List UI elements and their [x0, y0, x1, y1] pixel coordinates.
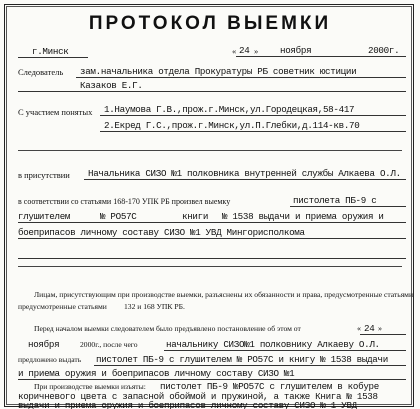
date-month: ноября	[280, 45, 312, 56]
decree-day-underline	[360, 334, 406, 335]
date-underline	[236, 56, 406, 57]
seizure-underline-3	[18, 238, 406, 239]
decree-offer-underline	[94, 365, 406, 366]
date-year: 2000г.	[368, 45, 400, 56]
seizure-line2-b: № РО57С	[100, 211, 137, 222]
date-open-quote: «	[232, 46, 237, 56]
seizure-line3: боеприпасов личному составу СИЗО №1 УВД Мингорисполкома	[18, 227, 305, 238]
seizure-line2-d: № 1538 выдачи и приема оружия и	[222, 211, 384, 222]
decree-recipient-underline	[164, 350, 406, 351]
seizure-underline-2	[18, 222, 406, 223]
seizure-intro: в соответствии со статьями 168-170 УПК РБ произвел выемку	[18, 197, 231, 206]
date-close-quote: »	[254, 46, 259, 56]
presence-text: Начальника СИЗО №1 полковника внутренней службы Алкаева О.Л.	[88, 168, 401, 179]
witness-1-underline	[100, 115, 406, 116]
decree-recipient: начальнику СИЗО№1 полковнику Алкаеву О.Л.	[166, 339, 380, 350]
decree-open-quote: «	[357, 324, 361, 333]
separator-1	[18, 150, 402, 151]
witness-1: 1.Наумова Г.В.,прож.г.Минск,ул.Городецкая,58-417	[104, 104, 355, 115]
witness-2-underline	[100, 131, 406, 132]
investigator-label: Следователь	[18, 67, 64, 77]
document-title: ПРОТОКОЛ ВЫЕМКИ	[88, 13, 332, 34]
result-label: При производстве выемки изъяты:	[34, 382, 146, 391]
notice-articles: 132 и 168 УПК РБ.	[124, 302, 185, 311]
notice-line2: предусмотренные статьями	[18, 302, 107, 311]
decree-day: 24	[364, 323, 375, 334]
result-line3: выдачи и приема оружия и боеприпасов личному составу СИЗО № 1 УВД	[18, 400, 357, 409]
result-line2: коричневого цвета с запасной обоймой и пружиной, а также Книга № 1538	[18, 391, 378, 402]
decree-line4-underline	[18, 379, 406, 380]
witnesses-label: С участием понятых	[18, 107, 93, 117]
seizure-underline-4	[18, 258, 406, 259]
investigator-underline-1	[76, 77, 406, 78]
witness-2: 2.Екред Г.С.,прож.г.Минск,ул.П.Глебки,д.114-кв.70	[104, 120, 360, 131]
city-underline	[18, 57, 88, 58]
decree-offer-items: пистолет ПБ-9 с глушителем № РО57С и книгу № 1538 выдачи	[96, 354, 388, 365]
decree-month: ноября	[28, 339, 60, 350]
result-line1: пистолет ПБ-9 №РО57С с глушителем в кобуре	[160, 381, 379, 392]
date-day: 24	[239, 45, 250, 56]
decree-year-text: 2000г., после чего	[80, 340, 138, 349]
separator-2	[18, 266, 402, 267]
investigator-line2: Казаков Е.Г.	[80, 80, 143, 91]
city: г.Минск	[32, 46, 69, 57]
presence-underline	[84, 179, 406, 180]
decree-line1: Перед началом выемки следователем было предъявлено постановление об этом от	[34, 324, 301, 333]
seizure-line2-c: книги	[182, 211, 209, 222]
decree-line4: и приема оружия и боеприпасов личному составу СИЗО №1	[18, 368, 295, 379]
investigator-underline-2	[18, 91, 406, 92]
seizure-item-1: пистолета ПБ-9 с	[293, 195, 377, 206]
seizure-line2-a: глушителем	[18, 211, 71, 222]
decree-close-quote: »	[378, 324, 382, 333]
notice-line1: Лицам, присутствующим при производстве выемки, разъяснены их обязанности и права, предусмотренные статьями	[34, 290, 414, 299]
presence-label: в присутствии	[18, 170, 70, 180]
decree-offer-label: предложено выдать	[18, 355, 82, 364]
seizure-underline-1	[290, 206, 406, 207]
investigator-line1: зам.начальника отдела Прокуратуры РБ советник юстиции	[80, 66, 357, 77]
